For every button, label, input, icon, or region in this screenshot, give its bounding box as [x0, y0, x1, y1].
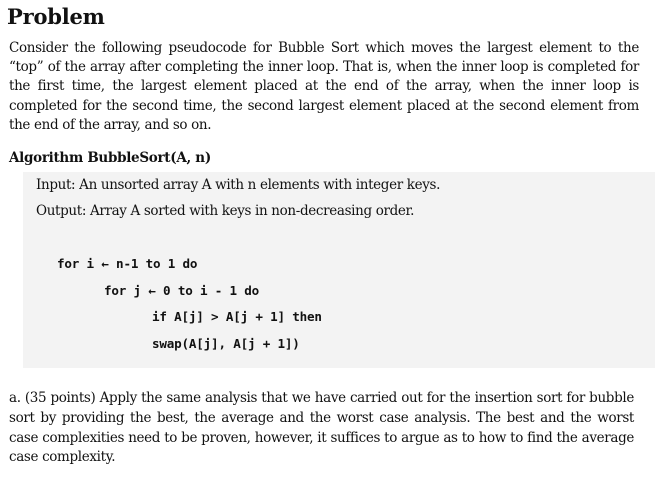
question-part-a: a. (35 points) Apply the same analysis that we have carried out for the insertion sort for bubble sort by providing the best, the average and the worst case analysis. The best and the worst case complexities need to be proven, however, it suffices to argue as to how to find the average case complexity. [9, 390, 634, 466]
code-line-if: if A[j] > A[j + 1] then [152, 309, 322, 324]
code-line-swap: swap(A[j], A[j + 1]) [152, 336, 300, 351]
intro-paragraph: Consider the following pseudocode for Bubble Sort which moves the largest element to the “top” of the array after completing the inner loop. That is, when the inner loop is completed for the first time, the largest element placed at the end of the array, when the inner loop is completed for the second time, the second largest element placed at the second element from the end of the array, and so on. [9, 40, 639, 133]
algorithm-output: Output: Array A sorted with keys in non-decreasing order. [36, 203, 415, 219]
code-line-inner-loop: for j ← 0 to i - 1 do [104, 283, 260, 298]
page-title: Problem [7, 4, 105, 29]
code-line-outer-loop: for i ← n-1 to 1 do [57, 256, 198, 271]
algorithm-input: Input: An unsorted array A with n elements with integer keys. [36, 177, 441, 193]
algorithm-title: Algorithm BubbleSort(A, n) [9, 150, 211, 166]
